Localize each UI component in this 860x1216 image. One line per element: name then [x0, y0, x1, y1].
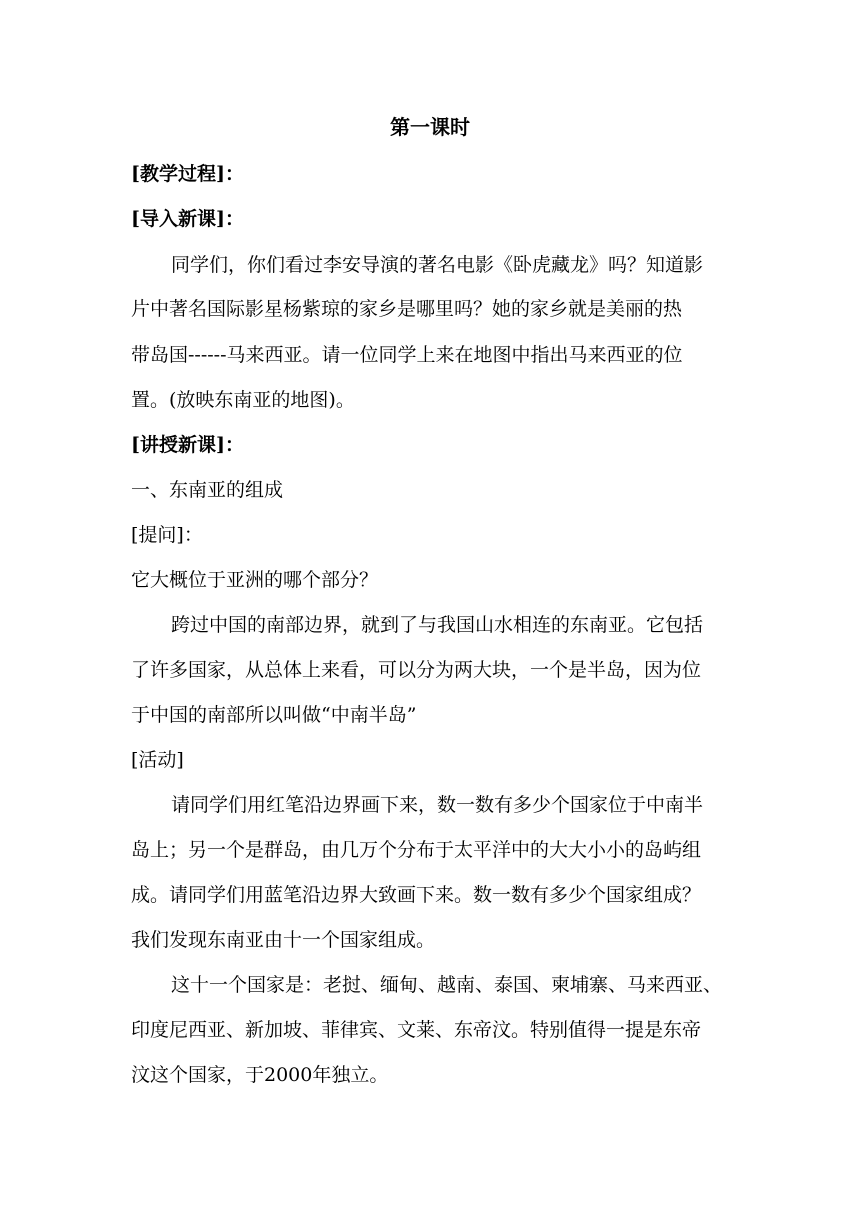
paragraph-line: 了许多国家，从总体上来看，可以分为两大块，一个是半岛，因为位 [131, 659, 702, 681]
section-heading-teaching-process: [教学过程]： [131, 163, 244, 185]
section-heading-introduction: [导入新课]： [131, 208, 244, 230]
paragraph-line: 我们发现东南亚由十一个国家组成。 [131, 929, 436, 951]
subsection-heading: 一、东南亚的组成 [131, 479, 284, 501]
question-label: [提问]： [131, 524, 203, 546]
paragraph-line: 带岛国------马来西亚。请一位同学上来在地图中指出马来西亚的位 [131, 344, 683, 366]
question-text: 它大概位于亚洲的哪个部分？ [131, 569, 379, 591]
paragraph-line: 岛上；另一个是群岛，由几万个分布于太平洋中的大大小小的岛屿组 [131, 839, 702, 861]
paragraph-line: 同学们，你们看过李安导演的著名电影《卧虎藏龙》吗？知道影 [171, 254, 704, 276]
activity-label: [活动] [131, 749, 184, 771]
paragraph-line: 请同学们用红笔沿边界画下来，数一数有多少个国家位于中南半 [171, 794, 704, 816]
page-title: 第一课时 [390, 115, 470, 139]
paragraph-line: 于中国的南部所以叫做“中南半岛” [131, 704, 417, 726]
paragraph-line: 置。(放映东南亚的地图)。 [131, 389, 355, 411]
paragraph-line: 这十一个国家是：老挝、缅甸、越南、泰国、柬埔寨、马来西亚、 [171, 974, 723, 996]
section-heading-new-lesson: [讲授新课]： [131, 434, 244, 456]
paragraph-line: 汶这个国家，于2000年独立。 [131, 1064, 389, 1086]
paragraph-line: 片中著名国际影星杨紫琼的家乡是哪里吗？她的家乡就是美丽的热 [131, 298, 683, 320]
paragraph-line: 印度尼西亚、新加坡、菲律宾、文莱、东帝汶。特别值得一提是东帝 [131, 1019, 702, 1041]
paragraph-line: 成。请同学们用蓝笔沿边界大致画下来。数一数有多少个国家组成？ [131, 884, 702, 906]
paragraph-line: 跨过中国的南部边界，就到了与我国山水相连的东南亚。它包括 [171, 614, 704, 636]
